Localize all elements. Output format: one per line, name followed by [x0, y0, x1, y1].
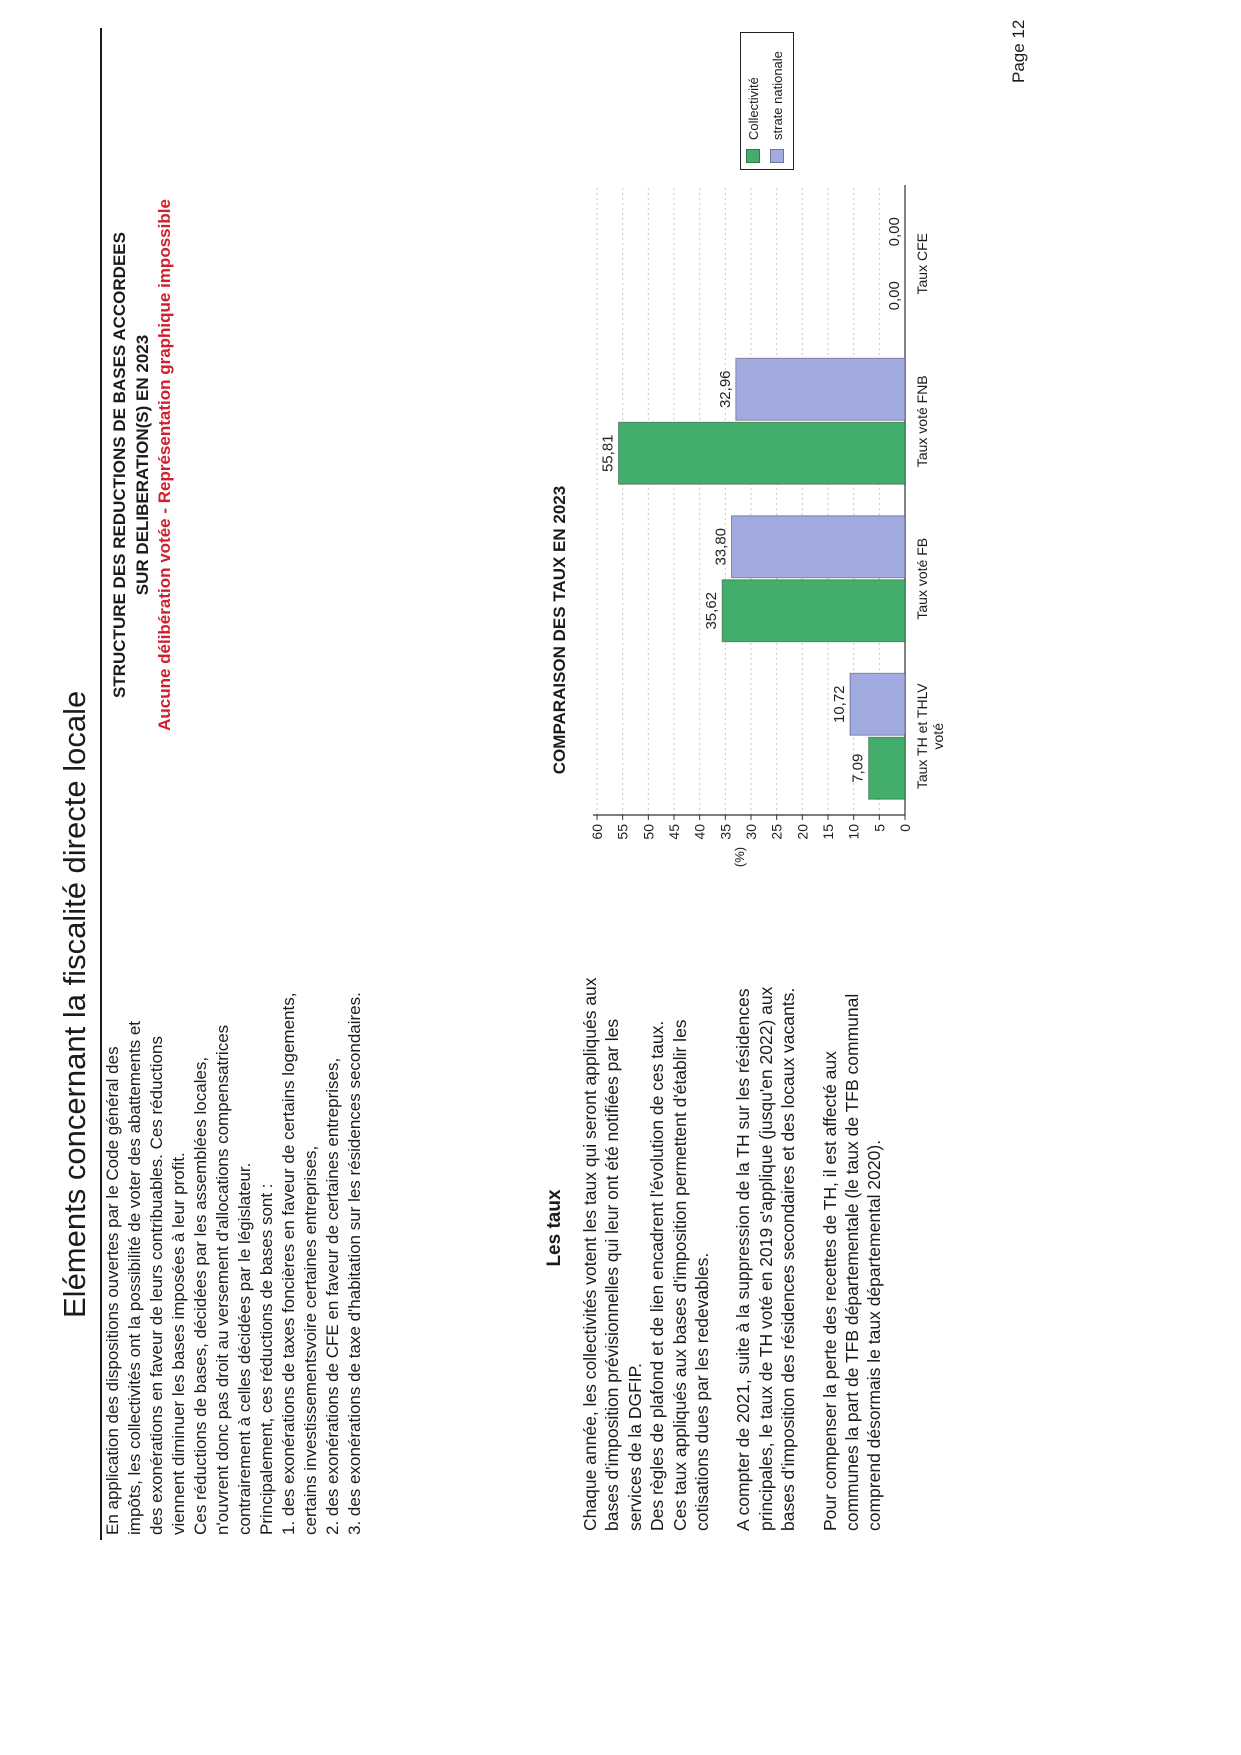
- reductions-section: [109, 175, 177, 755]
- value-label-strate-nationale-taux-vote-fnb: 32,96: [716, 370, 734, 409]
- category-label-taux-th-et-thlv-vote: Taux TH et THLV voté: [914, 683, 946, 790]
- bar-strate-nationale-taux-vote-fb: [731, 516, 905, 578]
- taux-line: Pour compenser la perte des recettes de TH, il est affecté aux: [819, 1051, 840, 1531]
- value-label-strate-nationale-taux-cfe: 0,00: [886, 217, 903, 247]
- legend-label: Collectivité: [746, 77, 761, 140]
- taux-paragraph: [732, 977, 799, 1531]
- y-tick-label: 40: [691, 824, 708, 840]
- intro-line: En application des dispositions ouvertes par le Code général des: [103, 1046, 122, 1535]
- y-tick-label: 5: [871, 824, 888, 832]
- intro-line: contrairement à celles décidées par le législateur.: [235, 1162, 254, 1535]
- intro-line: 2. des exonérations de CFE en faveur de certaines entreprises,: [323, 1057, 342, 1535]
- taux-line: Des règles de plafond et de lien encadrent l'évolution de ces taux.: [647, 1020, 668, 1531]
- taux-line: services de la DGFIP.: [624, 1363, 645, 1531]
- value-label-collectivite-taux-vote-fnb: 55,81: [599, 434, 617, 473]
- y-tick-label: 55: [614, 824, 631, 840]
- reductions-heading: STRUCTURE DES REDUCTIONS DE BASES ACCORDEES: [110, 232, 129, 698]
- taux-line: A compter de 2021, suite à la suppression de la TH sur les résidences: [733, 988, 754, 1531]
- category-label-taux-vote-fb: Taux voté FB: [914, 537, 930, 620]
- taux-paragraph: [819, 977, 886, 1531]
- taux-line: cotisations dues par les redevables.: [692, 1252, 713, 1531]
- taux-line: Chaque année, les collectivités votent les taux qui seront appliqués aux: [580, 977, 600, 1531]
- taux-line: communes la part de TFB départementale (le taux de TFB communal: [842, 993, 863, 1531]
- intro-line: des exonérations en faveur de leurs contribuables. Ces réductions: [147, 1036, 166, 1535]
- no-deliberation-notice: Aucune délibération votée - Représentation graphique impossible: [155, 199, 174, 731]
- category-label-taux-cfe: Taux CFE: [914, 233, 930, 295]
- y-tick-label: 0: [897, 824, 913, 832]
- taux-line: bases d'imposition prévisionnelles qui leur ont été notifiées par les: [602, 1018, 623, 1531]
- y-tick-label: 60: [589, 824, 605, 840]
- intro-line: 3. des exonérations de taxe d'habitation sur les résidences secondaires.: [345, 992, 364, 1535]
- reductions-subheading: SUR DELIBERATION(S) EN 2023: [132, 334, 152, 596]
- legend-swatch: [770, 149, 784, 163]
- page-number: Page 12: [1009, 19, 1028, 83]
- rates-bar-chart: [580, 175, 980, 895]
- taux-line: bases d'imposition des résidences secondaires et des locaux vacants.: [778, 987, 799, 1531]
- y-tick-label: 50: [640, 824, 657, 840]
- category-label-taux-vote-fnb: Taux voté FNB: [914, 375, 930, 468]
- page-title: Eléments concernant la fiscalité directe locale: [57, 690, 92, 1318]
- value-label-collectivite-taux-vote-fb: 35,62: [703, 591, 721, 630]
- y-tick-label: 45: [666, 824, 682, 840]
- value-label-strate-nationale-taux-vote-fb: 33,80: [712, 527, 730, 566]
- intro-line: viennent diminuer les bases imposées à leur profit.: [169, 1152, 188, 1535]
- intro-line: impôts, les collectivités ont la possibilité de voter des abattements et: [125, 1020, 144, 1535]
- legend-item-collectivite: [746, 77, 762, 163]
- chart-legend: [740, 32, 794, 170]
- taux-heading: Les taux: [544, 1189, 565, 1267]
- y-tick-label: 25: [768, 824, 785, 840]
- y-tick-label: 15: [820, 824, 836, 840]
- y-tick-label: 30: [743, 824, 759, 840]
- legend-item-strate-nationale: [770, 51, 786, 163]
- intro-line: n'ouvrent donc pas droit au versement d'allocations compensatrices: [213, 1024, 232, 1535]
- chart-title: COMPARAISON DES TAUX EN 2023: [550, 485, 569, 775]
- bar-collectivite-taux-vote-fb: [722, 580, 905, 642]
- taux-line: comprend désormais le taux départemental 2020).: [864, 1139, 885, 1531]
- bar-strate-nationale-taux-th-et-thlv-vote: [850, 673, 905, 735]
- value-label-collectivite-taux-th-et-thlv-vote: 7,09: [849, 753, 867, 783]
- taux-paragraph: [579, 977, 713, 1531]
- y-tick-label: 35: [717, 824, 734, 840]
- intro-line: certains investissementsvoire certaines entreprises,: [301, 1145, 320, 1535]
- taux-line: Ces taux appliqués aux bases d'imposition permettent d'établir les: [669, 1019, 690, 1531]
- y-tick-label: 10: [845, 824, 862, 840]
- value-label-strate-nationale-taux-th-et-thlv-vote: 10,72: [830, 685, 848, 724]
- intro-line: 1. des exonérations de taxes foncières en faveur de certains logements,: [279, 992, 298, 1535]
- bar-collectivite-taux-vote-fnb: [619, 422, 905, 484]
- taux-line: principales, le taux de TH voté en 2019 s'applique (jusqu'en 2022) aux: [755, 986, 776, 1531]
- legend-label: strate nationale: [770, 51, 785, 140]
- intro-line: Ces réductions de bases, décidées par les assemblées locales,: [191, 1056, 210, 1535]
- intro-line: Principalement, ces réductions de bases sont :: [257, 1183, 276, 1535]
- bar-collectivite-taux-th-et-thlv-vote: [869, 737, 905, 799]
- y-axis-label: (%): [732, 846, 747, 868]
- value-label-collectivite-taux-cfe: 0,00: [886, 281, 903, 311]
- intro-paragraph: [102, 992, 366, 1535]
- y-tick-label: 20: [794, 824, 811, 840]
- legend-swatch: [746, 149, 760, 163]
- taux-text: [579, 977, 886, 1531]
- bar-strate-nationale-taux-vote-fnb: [736, 358, 905, 420]
